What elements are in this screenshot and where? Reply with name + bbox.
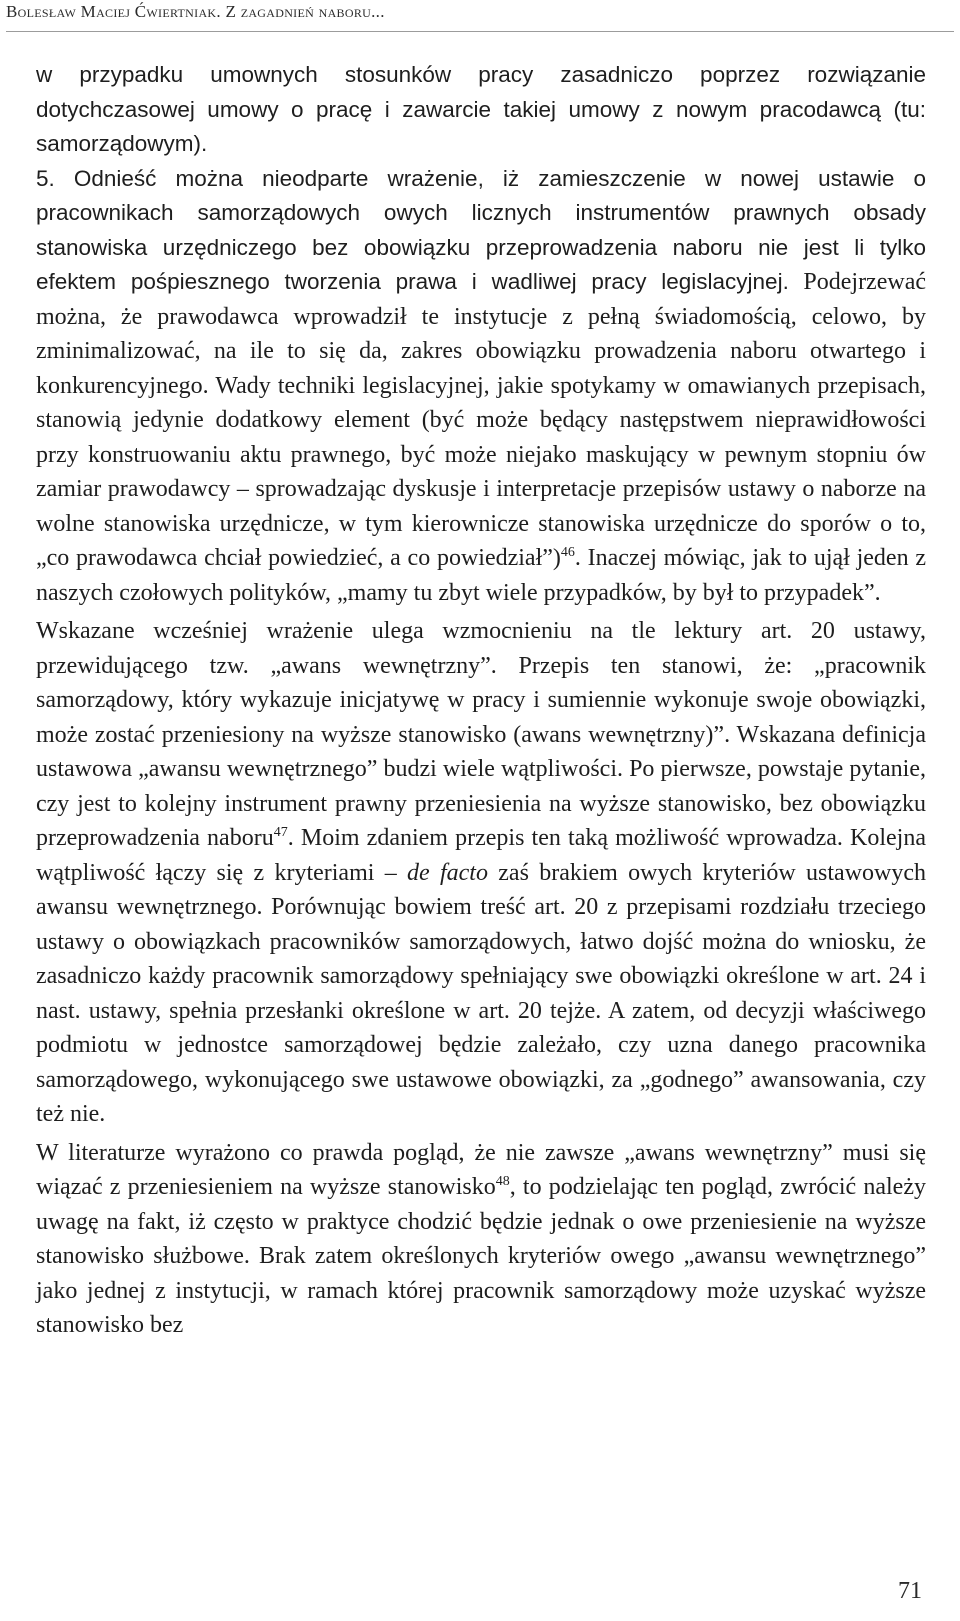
- footnote-ref-46[interactable]: 46: [560, 545, 575, 560]
- paragraph-text: , to podzielając ten pogląd, zwrócić należy uwagę na fakt, iż często w praktyce chodzić będzie jednak o owe przeniesienie na wyższe stanowisko służbowe. Brak zatem określonych kryteriów owego „awansu wewnętrznego” jako jednej z instytucji, w ramach której pracownik samorządowy może uzyskać wyższe stanowisko bez: [36, 1174, 926, 1338]
- footnote-ref-47[interactable]: 47: [273, 825, 288, 840]
- paragraph-5: [36, 162, 926, 611]
- paragraph-awans: [36, 614, 926, 1132]
- running-head: Bolesław Maciej Ćwiertniak. Z zagadnień naboru...: [6, 2, 385, 21]
- paragraph-text: W literaturze wyrażono co prawda pogląd, że nie zawsze „awans wewnętrzny” musi się wiązać z przeniesieniem na wyższe stanowisko: [36, 1139, 926, 1200]
- header-rule: [6, 31, 954, 32]
- paragraph-lead: Odnieść można nieodparte wrażenie, iż zamieszczenie w nowej ustawie o pracownikach samorządowych owych licznych instrumentów prawnych obsady stanowiska urzędniczego bez obowiązku przeprowadzenia naboru nie jest li tylko efektem pośpiesznego tworzenia prawa i wadliwej pracy legislacyjnej.: [36, 165, 926, 294]
- footnote-ref-48[interactable]: 48: [495, 1174, 510, 1189]
- paragraph-literature: [36, 1136, 926, 1343]
- body-text: [36, 58, 926, 1343]
- paragraph-continued: [36, 58, 926, 162]
- italic-term: de facto: [407, 859, 488, 886]
- paragraph-text: Wskazane wcześniej wrażenie ulega wzmocnieniu na tle lektury art. 20 ustawy, przewidującego tzw. „awans wewnętrzny”. Przepis ten stanowi, że: „pracownik samorządowy, który wykazuje inicjatywę w pracy i sumiennie wykonuje swoje obowiązki, może zostać przeniesiony na wyższe stanowisko (awans wewnętrzny)”. Wskazana definicja ustawowa „awansu wewnętrznego” budzi wiele wątpliwości. Po pierwsze, powstaje pytanie, czy jest to kolejny instrument prawny przeniesienia na wyższe stanowisko, bez obowiązku przeprowadzenia naboru: [36, 618, 926, 851]
- section-number: 5.: [36, 165, 74, 191]
- paragraph-text: zaś brakiem owych kryteriów ustawowych awansu wewnętrznego. Porównując bowiem treść art. 20 z przepisami rozdziału trzeciego ustawy o obowiązkach pracowników samorządowych, łatwo dojść można do wniosku, że zasadniczo każdy pracownik samorządowy spełniający swe obowiązki określone w art. 24 i nast. ustawy, spełnia przesłanki określone w art. 20 tejże. A zatem, od decyzji właściwego podmiotu w jednostce samorządowej będzie zależało, czy uzna danego pracownika samorządowego, wykonującego swe ustawowe obowiązki, za „godnego” awansowania, czy też nie.: [36, 859, 927, 1127]
- paragraph-text: . Moim zdaniem przepis ten taką możliwość wprowadza. Kolejna wątpliwość łączy się z kryteriami –: [36, 825, 927, 886]
- page-number: 71: [898, 1578, 922, 1604]
- paragraph-text: . Inaczej mówiąc, jak to ujął jeden z naszych czołowych polityków, „mamy tu zbyt wiele przypadków, by był to przypadek”.: [36, 545, 926, 606]
- paragraph-text: w przypadku umownych stosunków pracy zasadniczo poprzez rozwiązanie dotychczasowej umowy o pracę i zawarcie takiej umowy z nowym pracodawcą (tu: samorządowym).: [36, 62, 926, 156]
- paragraph-text: Podejrzewać można, że prawodawca wprowadził te instytucje z pełną świadomością, celowo, by zminimalizować, na ile to się da, zakres obowiązku prowadzenia naboru otwartego i konkurencyjnego. Wady techniki legislacyjnej, jakie spotykamy w omawianych przepisach, stanowią jedynie dodatkowy element (być może będący następstwem nieprawidłowości przy konstruowaniu aktu prawnego, być może niejako maskujący w pewnym stopniu ów zamiar prawodawcy – sprowadzając dyskusje i interpretacje przepisów ustawy o naborze na wolne stanowiska urzędnicze, w tym kierownicze stanowiska urzędnicze do sporów o to, „co prawodawca chciał powiedzieć, a co powiedział”): [36, 269, 926, 571]
